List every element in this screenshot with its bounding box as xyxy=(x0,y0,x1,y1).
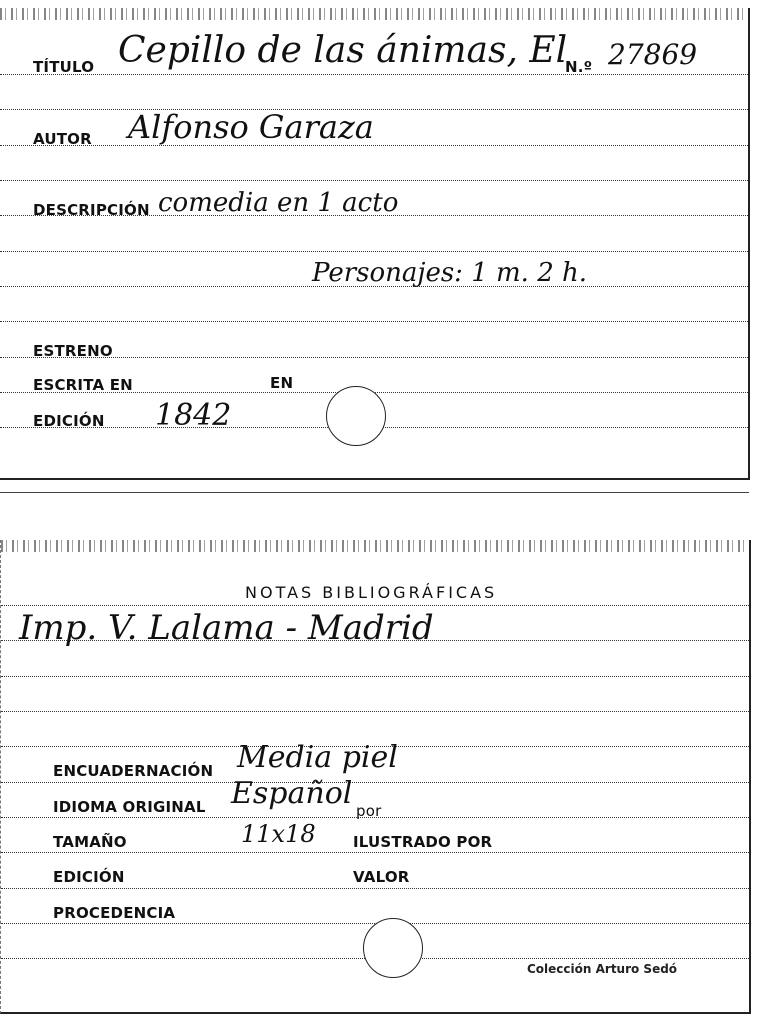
encuadernacion-label: ENCUADERNACIÓN xyxy=(53,762,214,780)
idioma-value: Español xyxy=(231,776,353,811)
en-label: EN xyxy=(270,374,294,392)
ruled-line xyxy=(1,888,749,889)
scan-speckle-edge xyxy=(0,8,748,20)
edicion-label: EDICIÓN xyxy=(53,868,125,886)
ruled-line xyxy=(1,676,749,677)
descripcion-value: comedia en 1 acto xyxy=(158,188,399,218)
ruled-line xyxy=(1,852,749,853)
scan-speckle-edge xyxy=(1,540,749,552)
ruled-line xyxy=(0,321,748,322)
encuadernacion-value: Media piel xyxy=(237,740,398,775)
edicion-label: EDICIÓN xyxy=(33,412,105,430)
numero-value: 27869 xyxy=(608,38,698,71)
estreno-label: ESTRENO xyxy=(33,342,113,360)
descripcion-label: DESCRIPCIÓN xyxy=(33,201,150,219)
idioma-label: IDIOMA ORIGINAL xyxy=(53,798,206,816)
ilustrado-label: ILUSTRADO POR xyxy=(353,833,493,851)
numero-label: N.º xyxy=(565,58,593,76)
autor-value: Alfonso Garaza xyxy=(128,108,374,146)
catalog-card-back xyxy=(0,540,751,1014)
tamano-label: TAMAÑO xyxy=(53,833,127,851)
ruled-line xyxy=(1,711,749,712)
procedencia-label: PROCEDENCIA xyxy=(53,904,176,922)
collection-footer: Colección Arturo Sedó xyxy=(527,962,678,976)
edicion-value: 1842 xyxy=(155,398,232,433)
ruled-line xyxy=(1,782,749,783)
catalog-card-front xyxy=(0,8,750,480)
ruled-line xyxy=(0,109,748,110)
personajes-value: Personajes: 1 m. 2 h. xyxy=(312,258,588,288)
punch-hole xyxy=(326,386,386,446)
valor-label: VALOR xyxy=(353,868,410,886)
notas-heading: NOTAS BIBLIOGRÁFICAS xyxy=(245,583,498,602)
ruled-line xyxy=(1,605,749,606)
autor-label: AUTOR xyxy=(33,130,92,148)
por-label: por xyxy=(356,802,382,820)
punch-hole xyxy=(363,918,423,978)
ruled-line xyxy=(0,180,748,181)
escrita-en-label: ESCRITA EN xyxy=(33,376,133,394)
ruled-line xyxy=(0,145,748,146)
notas-value: Imp. V. Lalama - Madrid xyxy=(19,608,434,648)
titulo-value: Cepillo de las ánimas, El xyxy=(118,30,568,71)
card-separator-line xyxy=(0,492,749,493)
tamano-value: 11x18 xyxy=(241,820,316,848)
ruled-line xyxy=(0,251,748,252)
ruled-line xyxy=(0,74,748,75)
titulo-label: TÍTULO xyxy=(33,58,95,76)
